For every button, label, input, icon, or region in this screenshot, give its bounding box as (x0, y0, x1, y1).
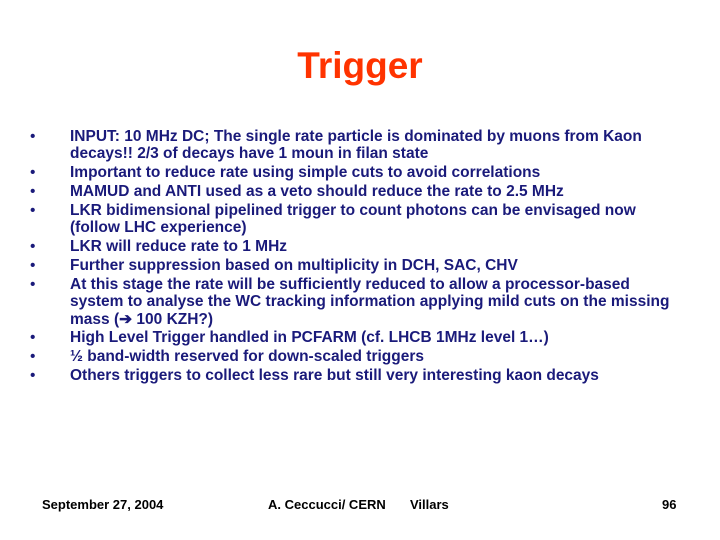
bullet-icon: • (30, 275, 36, 293)
bullet-icon: • (30, 329, 36, 347)
bullet-text: MAMUD and ANTI used as a veto should reduce the rate to 2.5 MHz (70, 183, 564, 201)
bullet-text: Others triggers to collect less rare but still very interesting kaon decays (70, 367, 599, 385)
bullet-item (30, 164, 685, 181)
bullet-item (30, 367, 685, 384)
bullet-text: LKR bidimensional pipelined trigger to count photons can be envisaged now (follow LHC experience) (70, 201, 636, 237)
slide-title: Trigger (297, 45, 423, 86)
bullet-list (30, 128, 685, 386)
footer-venue: Villars (410, 497, 449, 512)
bullet-text: LKR will reduce rate to 1 MHz (70, 238, 288, 256)
bullet-icon: • (30, 164, 36, 182)
bullet-icon: • (30, 348, 36, 366)
bullet-icon: • (30, 183, 36, 201)
bullet-icon: • (30, 128, 36, 145)
bullet-item (30, 348, 685, 365)
bullet-icon: • (30, 238, 36, 256)
bullet-text: Important to reduce rate using simple cuts to avoid correlations (70, 164, 541, 182)
bullet-text: At this stage the rate will be sufficiently reduced to allow a processor-based system to analyse the WC tracking information applying mild cuts on the missing mass (➔ 100 KZH?) (70, 275, 670, 328)
bullet-item (30, 183, 685, 200)
page-number: 96 (662, 497, 677, 512)
bullet-item (30, 128, 685, 163)
bullet-text: INPUT: 10 MHz DC; The single rate particle is dominated by muons from Kaon decays!! 2/3 of decays have 1 moun in filan state (70, 128, 642, 163)
bullet-text: Further suppression based on multiplicity in DCH, SAC, CHV (70, 257, 518, 275)
bullet-item (30, 238, 685, 255)
bullet-text: High Level Trigger handled in PCFARM (cf. LHCB 1MHz level 1…) (70, 329, 549, 347)
bullet-item (30, 329, 685, 346)
bullet-item (30, 276, 685, 328)
bullet-text: ½ band-width reserved for down-scaled triggers (70, 348, 424, 366)
bullet-icon: • (30, 257, 36, 275)
footer-author: A. Ceccucci/ CERN (268, 497, 386, 512)
bullet-item (30, 202, 685, 237)
bullet-icon: • (30, 201, 36, 219)
footer-date: September 27, 2004 (42, 497, 164, 512)
bullet-icon: • (30, 367, 36, 385)
bullet-item (30, 257, 685, 274)
